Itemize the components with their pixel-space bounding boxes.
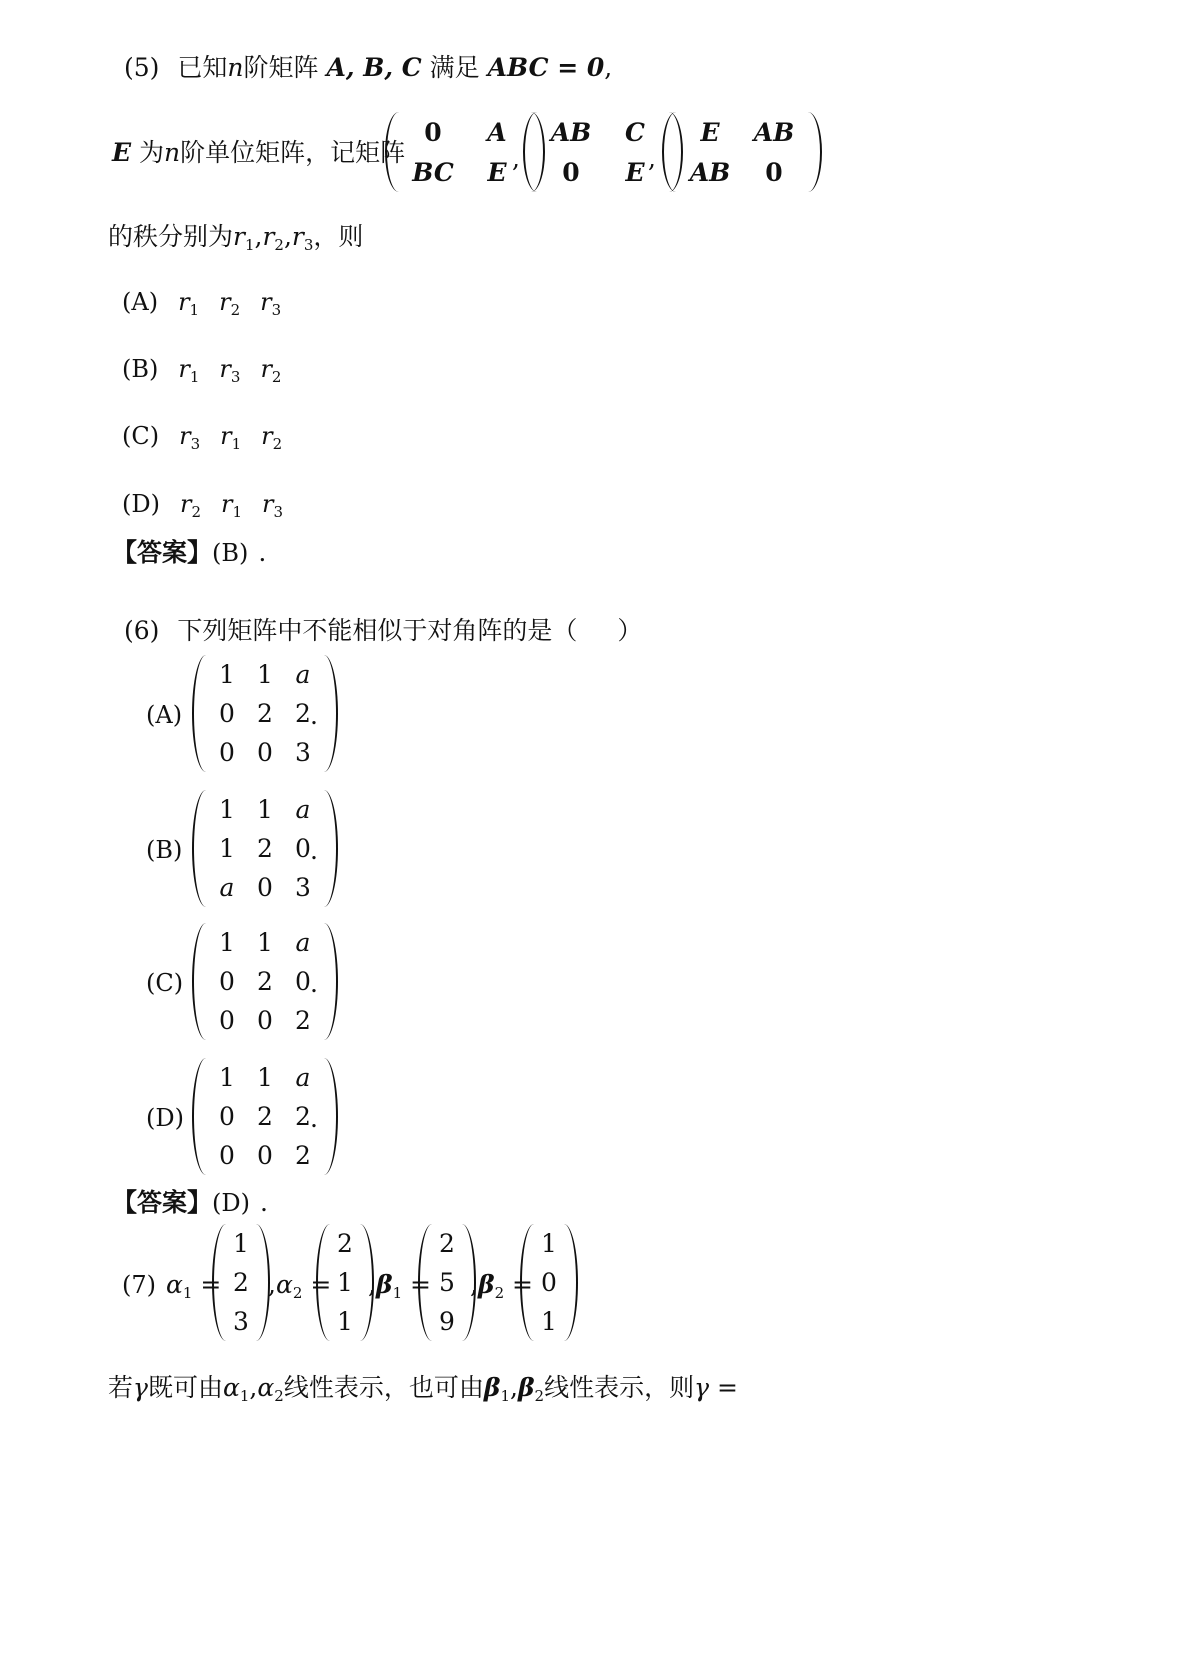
- matrix-cell: 0: [295, 834, 311, 863]
- q5-option-d[interactable]: [122, 492, 283, 520]
- matrix-cell: 2: [295, 1006, 311, 1035]
- matrix-cell: a: [295, 660, 311, 689]
- matrix-cell: 2: [257, 1102, 273, 1131]
- option-label: (B): [122, 355, 159, 383]
- matrix-cell: E: [625, 157, 645, 187]
- q7-vector-name: $,\alpha_2$ =: [268, 1270, 332, 1302]
- vector-cell: 2: [337, 1229, 353, 1258]
- matrix-cell: 1: [219, 928, 235, 957]
- q7-column-vector: [316, 1224, 374, 1341]
- rank-symbol: $r_2$: [261, 422, 283, 453]
- q7-vector-name: $,\beta_2$ =: [470, 1270, 534, 1302]
- vector-cell: 1: [233, 1229, 249, 1258]
- matrix-cell: 0: [219, 1006, 235, 1035]
- vector-cell: 5: [439, 1268, 455, 1297]
- matrix-cell: 0: [219, 738, 235, 767]
- option-period: .: [310, 969, 318, 998]
- q7-column-vector: [520, 1224, 578, 1341]
- matrix-cell: 2: [295, 1102, 311, 1131]
- matrix-cell: a: [295, 928, 311, 957]
- rank-symbol: $r_2$: [260, 355, 282, 386]
- rank-symbol: $r_1$: [221, 490, 243, 521]
- document-page: (5) 已知n阶矩阵 A, B, C 满足 ABC = 0, E 为n阶单位矩阵，记矩阵 0 A BC E , AB C 0 E , E AB AB 0 的秩分别为$r_1,r_2,r_3$，则 (A) $r_1$ $r_2$ $r_3$ (B) $r_1$ $r_3$ $r_2$ (C) $r_3$ $r_1$ $r_2$ (D) $r_2$ $r_1$ $r_3$ 【答案】(B) . (6) 下列矩阵中不能相似于对角阵的是（ ） (A) 1 1 a 0 2 2 0 0 3 . (B) 1 1 a 1 2 0 a 0 3 . (C) 1 1 a 0 2 0 0 0 2 . (D) 1 1 a 0 2 2 0 0 2 . 【答案】(D) . (7) $\alpha_1$ = 1 2 3 $,\alpha_2$ = 2 1 1 $,\beta_1$ = 2 5 9 $,\beta_2$ = 1 0 1 若γ既可由$\alpha_1,\alpha_2$线性表示，也可由$\beta_1,\beta_2$线性表示，则γ =: [0, 0, 1179, 1667]
- matrix-cell: 1: [219, 660, 235, 689]
- matrix-cell: a: [295, 1063, 311, 1092]
- option-label: (A): [122, 288, 159, 316]
- matrix-cell: AB: [689, 157, 731, 187]
- matrix-cell: 0: [562, 157, 580, 187]
- vector-cell: 2: [439, 1229, 455, 1258]
- matrix-cell: E: [700, 117, 720, 147]
- matrix-cell: AB: [550, 117, 592, 147]
- q5-option-b[interactable]: [122, 357, 281, 385]
- matrix-cell: 0: [219, 1102, 235, 1131]
- matrix-cell: 0: [219, 1141, 235, 1170]
- vector-cell: 0: [541, 1268, 557, 1297]
- q7-line2: 若γ既可由$\alpha_1,\alpha_2$线性表示，也可由$\beta_1,\beta_2$线性表示，则γ =: [108, 1373, 738, 1405]
- rank-symbol: $r_1$: [178, 355, 200, 386]
- q6-option-label[interactable]: (C): [146, 969, 184, 997]
- rank-symbol: $r_2$: [219, 288, 241, 319]
- option-period: .: [310, 836, 318, 865]
- rank-symbol: $r_3$: [219, 355, 241, 386]
- matrix-cell: 1: [219, 834, 235, 863]
- rank-symbol: $r_1$: [220, 422, 242, 453]
- q7-column-vector: [212, 1224, 270, 1341]
- rank-symbol: $r_3$: [179, 422, 201, 453]
- matrix-cell: 1: [257, 795, 273, 824]
- matrix-cell: 0: [424, 117, 442, 147]
- vector-cell: 1: [541, 1229, 557, 1258]
- matrix-cell: a: [219, 873, 235, 902]
- rank-symbol: $r_2$: [179, 490, 201, 521]
- matrix-cell: C: [625, 117, 645, 147]
- q5-line2-text: E 为n阶单位矩阵，记矩阵: [112, 138, 406, 167]
- matrix-cell: 0: [765, 157, 783, 187]
- q5-option-a[interactable]: [122, 290, 281, 318]
- matrix-cell: E: [487, 157, 507, 187]
- matrix-cell: 1: [257, 1063, 273, 1092]
- matrix-cell: 2: [295, 699, 311, 728]
- q7-column-vector: [418, 1224, 476, 1341]
- vector-cell: 1: [337, 1307, 353, 1336]
- vector-cell: 3: [233, 1307, 249, 1336]
- q5-equation: ABC = 0: [487, 53, 605, 82]
- matrix-cell: 2: [257, 967, 273, 996]
- q6-answer: 【答案】(D) .: [112, 1188, 268, 1217]
- q7-vector-name: $,\beta_1$ =: [368, 1270, 432, 1302]
- q7-number: (7): [122, 1271, 156, 1299]
- q5-matrix-3: [662, 112, 822, 192]
- matrix-cell: 3: [295, 873, 311, 902]
- option-label: (C): [122, 422, 160, 450]
- matrix-cell: 0: [219, 699, 235, 728]
- matrix-cell: 0: [257, 873, 273, 902]
- rank-symbol: $r_3$: [260, 288, 282, 319]
- q5-matrix-1: [385, 112, 545, 192]
- q5-answer: 【答案】(B) .: [112, 538, 267, 567]
- matrix-cell: 0: [219, 967, 235, 996]
- q5-line1: (5) 已知n阶矩阵 A, B, C 满足 ABC = 0,: [124, 53, 613, 82]
- q5-number: (5): [124, 53, 160, 82]
- option-period: .: [310, 1104, 318, 1133]
- q5-line3: 的秩分别为$r_1,r_2,r_3$，则: [108, 222, 364, 254]
- vector-cell: 9: [439, 1307, 455, 1336]
- rank-symbol: $r_1$: [178, 288, 200, 319]
- rank-symbol: $r_3$: [262, 490, 284, 521]
- matrix-cell: 0: [295, 967, 311, 996]
- q5-matrix-list: A, B, C: [326, 53, 422, 82]
- matrix-cell: AB: [753, 117, 795, 147]
- option-label: (D): [122, 490, 160, 518]
- vector-cell: 1: [337, 1268, 353, 1297]
- q5-matrix-2: [523, 112, 683, 192]
- matrix-cell: A: [487, 117, 507, 147]
- option-period: .: [310, 701, 318, 730]
- q6-option-label[interactable]: (B): [146, 836, 183, 864]
- matrix-cell: 1: [219, 1063, 235, 1092]
- matrix-cell: 0: [257, 1141, 273, 1170]
- q6-option-label[interactable]: (A): [146, 701, 183, 729]
- matrix-cell: 1: [257, 660, 273, 689]
- vector-cell: 1: [541, 1307, 557, 1336]
- matrix-cell: 1: [219, 795, 235, 824]
- q6-option-label[interactable]: (D): [146, 1104, 184, 1132]
- q6-question: (6) 下列矩阵中不能相似于对角阵的是（ ）: [124, 616, 643, 645]
- matrix-cell: 0: [257, 1006, 273, 1035]
- matrix-cell: BC: [412, 157, 454, 187]
- matrix-cell: 0: [257, 738, 273, 767]
- matrix-cell: 1: [257, 928, 273, 957]
- matrix-cell: 2: [257, 834, 273, 863]
- q7-vector-name: $\alpha_1$ =: [166, 1270, 222, 1302]
- vector-cell: 2: [233, 1268, 249, 1297]
- matrix-cell: 3: [295, 738, 311, 767]
- matrix-cell: 2: [257, 699, 273, 728]
- q6-number: (6): [124, 616, 160, 645]
- q5-option-c[interactable]: [122, 424, 282, 452]
- matrix-cell: a: [295, 795, 311, 824]
- matrix-cell: 2: [295, 1141, 311, 1170]
